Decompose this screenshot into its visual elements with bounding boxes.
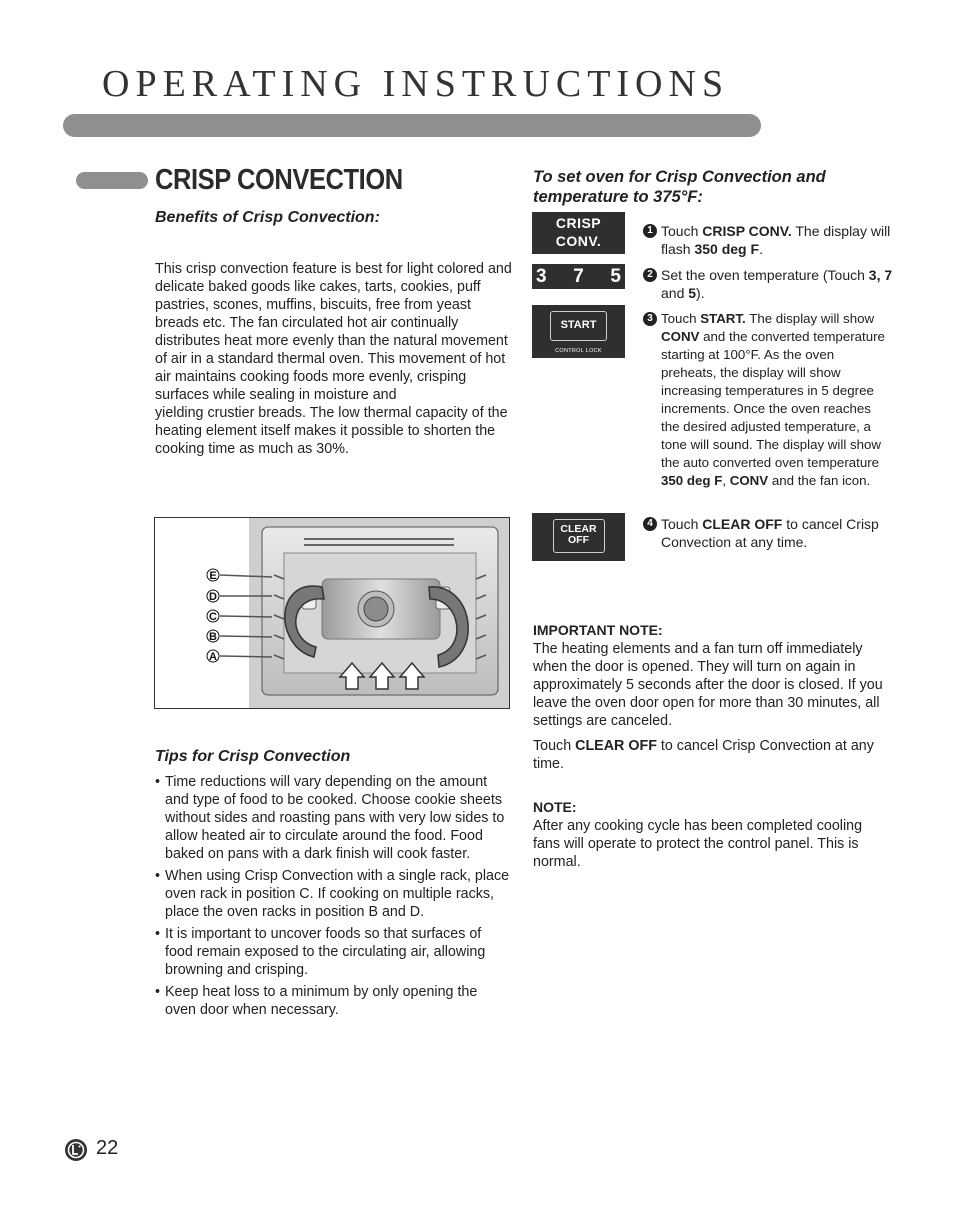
step-emphasis: CLEAR OFF <box>702 516 783 532</box>
number-keys <box>532 264 625 289</box>
benefits-paragraph-1: This crisp convection feature is best for light colored and delicate baked goods like cakes, tarts, cookies, puff pastries, scones, muffins, biscuits, free from yeast breads etc. The fan circulated hot air continually distributes heat more evenly than the natural movement of air in a standard thermal oven. This movement of hot air maintains cooking foods more evenly, crisping surfaces while sealing in moisture and <box>155 261 512 403</box>
rack-label-a: A <box>209 651 217 663</box>
rack-label-d: D <box>209 591 217 603</box>
step-text: Set the oven temperature (Touch <box>661 267 869 283</box>
step-2 <box>643 266 893 302</box>
step-3 <box>643 310 893 490</box>
start-key-label: START <box>560 319 597 331</box>
step-text: Touch <box>661 223 703 239</box>
step-text: . <box>759 241 763 257</box>
tip-item: • Time reductions will vary depending on the amount and type of food to be cooked. Choose cookie sheets without sides and roasting pans with very low sides to allow heated air to circulate around the food. Food baked on pans with a dark finish will cook faster. <box>155 773 510 863</box>
step-text: , <box>722 473 730 488</box>
note-heading: NOTE: <box>533 799 577 815</box>
crisp-key-line2: CONV. <box>555 233 602 249</box>
benefits-heading: Benefits of Crisp Convection: <box>155 209 380 226</box>
control-lock-label: CONTROL LOCK <box>555 348 602 354</box>
header-bar <box>63 114 761 137</box>
clear-off-note <box>533 737 893 773</box>
section-title: CRISP CONVECTION <box>155 164 403 196</box>
digit-key: 5 <box>610 265 621 287</box>
step-text: Touch <box>661 311 701 326</box>
digit-key: 7 <box>573 265 584 287</box>
step-number-icon: 3 <box>643 312 657 326</box>
step-emphasis: 5 <box>688 285 697 301</box>
step-text: to cancel Crisp Convection at any time. <box>661 516 879 550</box>
clear-key-line2: OFF <box>568 534 589 546</box>
section-marker <box>76 172 148 189</box>
important-note-heading: IMPORTANT NOTE: <box>533 622 663 638</box>
step-emphasis: 3, 7 <box>868 267 893 283</box>
tip-item: • When using Crisp Convection with a single rack, place oven rack in position C. If cooking on multiple racks, place the oven racks in position B and D. <box>155 867 510 921</box>
step-number-icon: 1 <box>643 224 657 238</box>
rack-label-b: B <box>209 631 217 643</box>
benefits-paragraph-2: yielding crustier breads. The low thermal capacity of the heating element itself makes it possible to shorten the cooking time as much as 30%. <box>155 405 508 457</box>
crisp-conv-key <box>532 212 625 254</box>
page-header-title: OPERATING INSTRUCTIONS <box>102 63 730 105</box>
oven-airflow-diagram <box>154 517 510 709</box>
step-text: The display will show <box>745 311 875 326</box>
step-emphasis: 350 deg F <box>661 473 723 488</box>
crisp-key-line1: CRISP <box>555 215 602 231</box>
note-emphasis: CLEAR OFF <box>575 738 657 754</box>
benefits-text <box>155 260 515 458</box>
step-number-icon: 2 <box>643 268 657 282</box>
note-text: to cancel Crisp Convection at any time. <box>533 738 874 772</box>
tips-heading: Tips for Crisp Convection <box>155 748 351 765</box>
note-text: After any cooking cycle has been completed cooling fans will operate to protect the control panel. This is normal. <box>533 818 863 870</box>
lg-logo-icon <box>64 1138 88 1162</box>
step-emphasis: CONV <box>661 329 700 344</box>
step-emphasis: START. <box>700 311 746 326</box>
digit-key: 3 <box>536 265 547 287</box>
clear-key-line1: CLEAR <box>560 523 597 535</box>
setup-heading: To set oven for Crisp Convection and temperature to 375°F: <box>533 168 826 206</box>
clear-key-label <box>532 524 625 546</box>
rack-label-e: E <box>209 570 217 582</box>
step-emphasis: CRISP CONV. <box>702 223 792 239</box>
step-text: Touch <box>661 516 703 532</box>
start-key <box>532 305 625 358</box>
step-1 <box>643 222 893 258</box>
tip-item: • Keep heat loss to a minimum by only opening the oven door when necessary. <box>155 983 510 1019</box>
page-number: 22 <box>96 1137 119 1159</box>
rack-label-c: C <box>209 611 217 623</box>
step-4 <box>643 515 893 551</box>
clear-off-key <box>532 513 625 561</box>
step-text: and the fan icon. <box>768 473 871 488</box>
step-number-icon: 4 <box>643 517 657 531</box>
step-text: and <box>661 285 689 301</box>
step-text: The display will flash <box>661 223 891 257</box>
tip-item: • It is important to uncover foods so that surfaces of food remain exposed to the circulating air, allowing browning and crisping. <box>155 925 510 979</box>
important-note-text: The heating elements and a fan turn off immediately when the door is opened. They will turn on again in approximately 5 seconds after the door is closed. If you leave the oven door open for more than 30 minutes, all settings are canceled. <box>533 641 883 729</box>
step-text: ). <box>696 285 705 301</box>
step-emphasis: 350 deg F <box>694 241 760 257</box>
step-text: and the converted temperature starting at 100°F. As the oven preheats, the display will show increasing temperatures in 5 degree increments. Once the oven reaches the desired adjusted temperature, a tone will sound. The display will show the auto converted oven temperature <box>661 329 885 470</box>
tips-list <box>155 773 510 1023</box>
note-text: Touch <box>533 738 576 754</box>
step-emphasis: CONV <box>729 473 769 488</box>
